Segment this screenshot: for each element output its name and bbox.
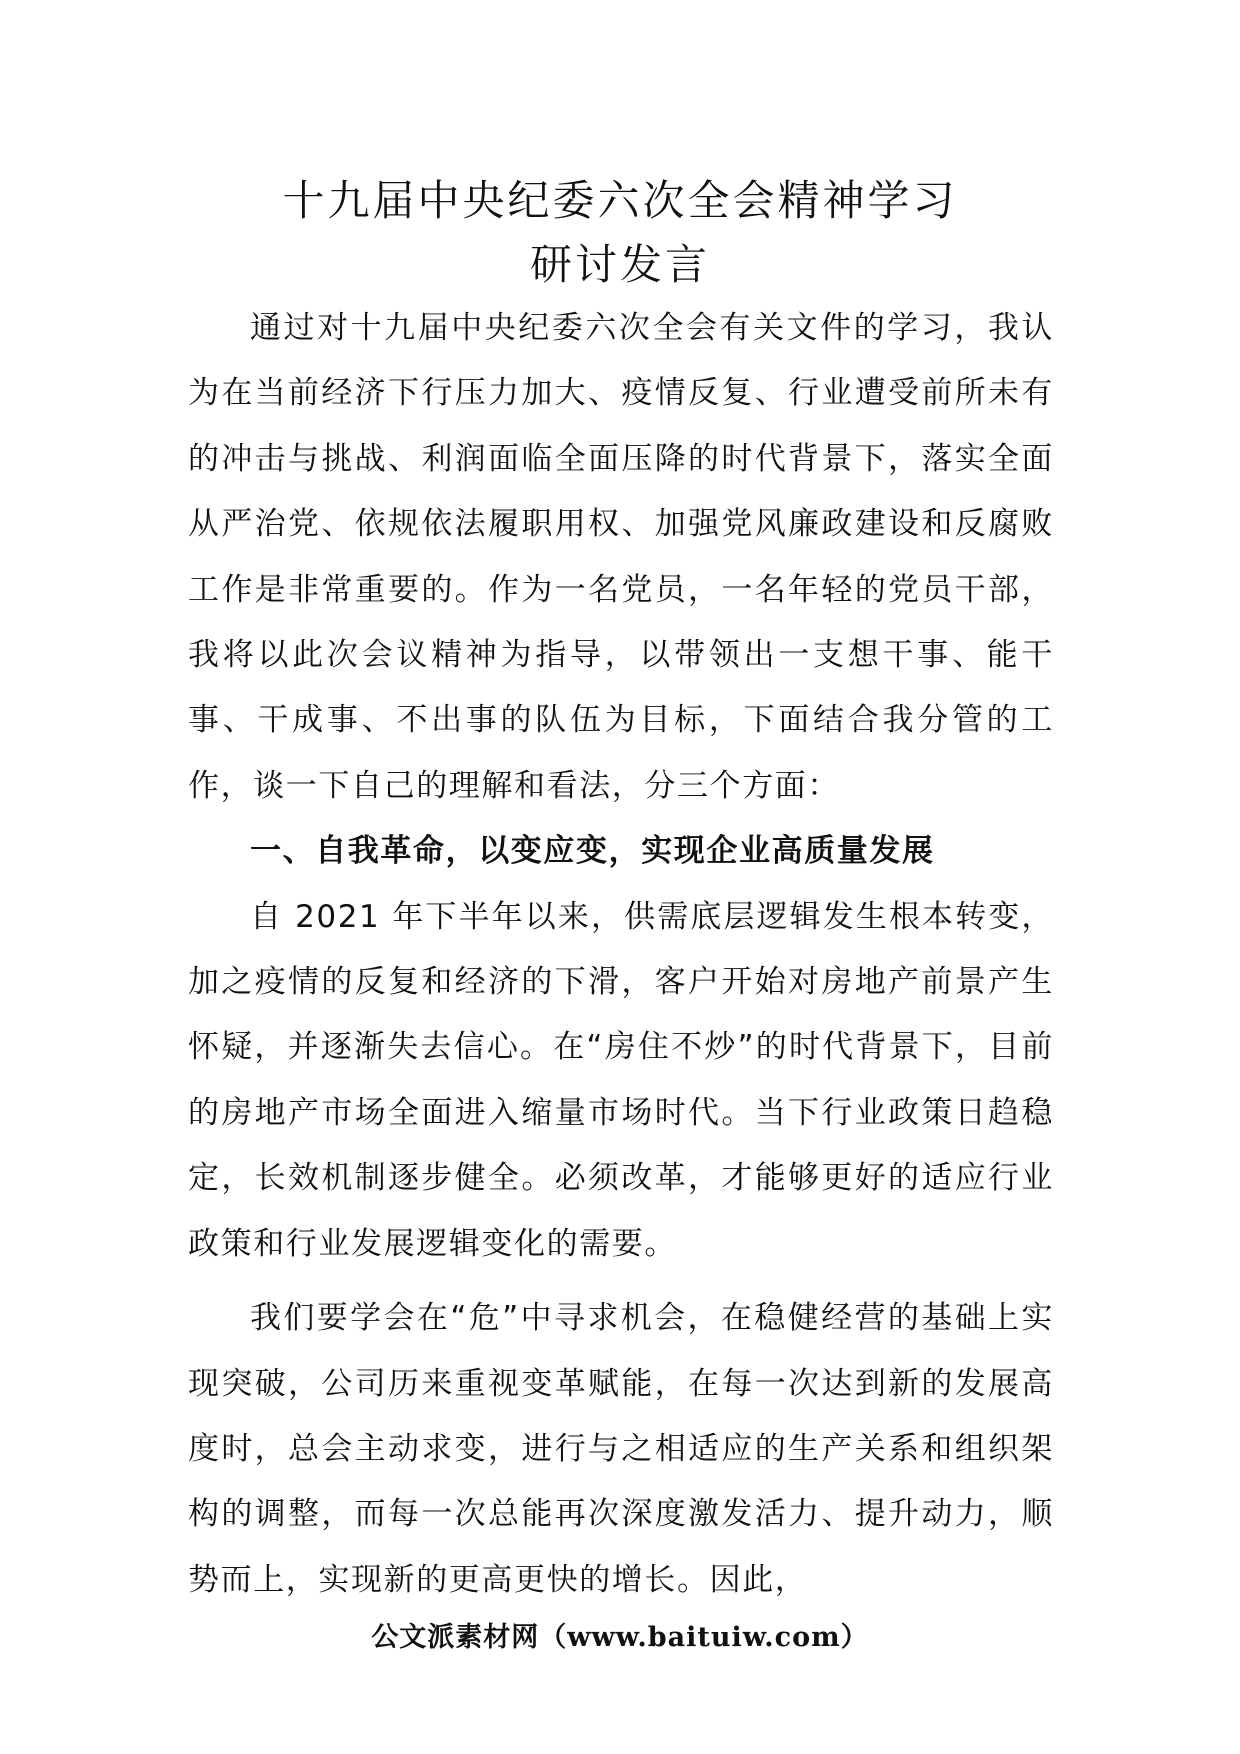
document-title-line-1: 十九届中央纪委六次全会精神学习	[282, 176, 958, 225]
footer-watermark: 公文派素材网（www.baituiw.com）	[371, 1622, 869, 1653]
paragraph-market-background: 自 2021 年下半年以来，供需底层逻辑发生根本转变，加之疫情的反复和经济的下滑，客户开始对房地产前景产生怀疑，并逐渐失去信心。在“房住不炒”的时代背景下，目前的房地产市场全面进入缩量市场时代。当下行业政策日趋稳定，长效机制逐步健全。必须改革，才能够更好的适应行业政策和行业发展逻辑变化的需要。	[188, 898, 1054, 1262]
paragraph-intro: 通过对十九届中央纪委六次全会有关文件的学习，我认为在当前经济下行压力加大、疫情反复、行业遭受前所未有的冲击与挑战、利润面临全面压降的时代背景下，落实全面从严治党、依规依法履职用权、加强党风廉政建设和反腐败工作是非常重要的。作为一名党员，一名年轻的党员干部，我将以此次会议精神为指导，以带领出一支想干事、能干事、干成事、不出事的队伍为目标，下面结合我分管的工作，谈一下自己的理解和看法，分三个方面：	[188, 310, 1054, 804]
section-heading-1: 一、自我革命，以变应变，实现企业高质量发展	[250, 833, 935, 870]
document-body	[188, 296, 1054, 1613]
paragraph-seek-opportunity: 我们要学会在“危”中寻求机会，在稳健经营的基础上实现突破，公司历来重视变革赋能，在每一次达到新的发展高度时，总会主动求变，进行与之相适应的生产关系和组织架构的调整，而每一次总能再次深度激发活力、提升动力，顺势而上，实现新的更高更快的增长。因此，	[188, 1300, 1054, 1598]
document-title-line-2: 研讨发言	[529, 240, 710, 289]
